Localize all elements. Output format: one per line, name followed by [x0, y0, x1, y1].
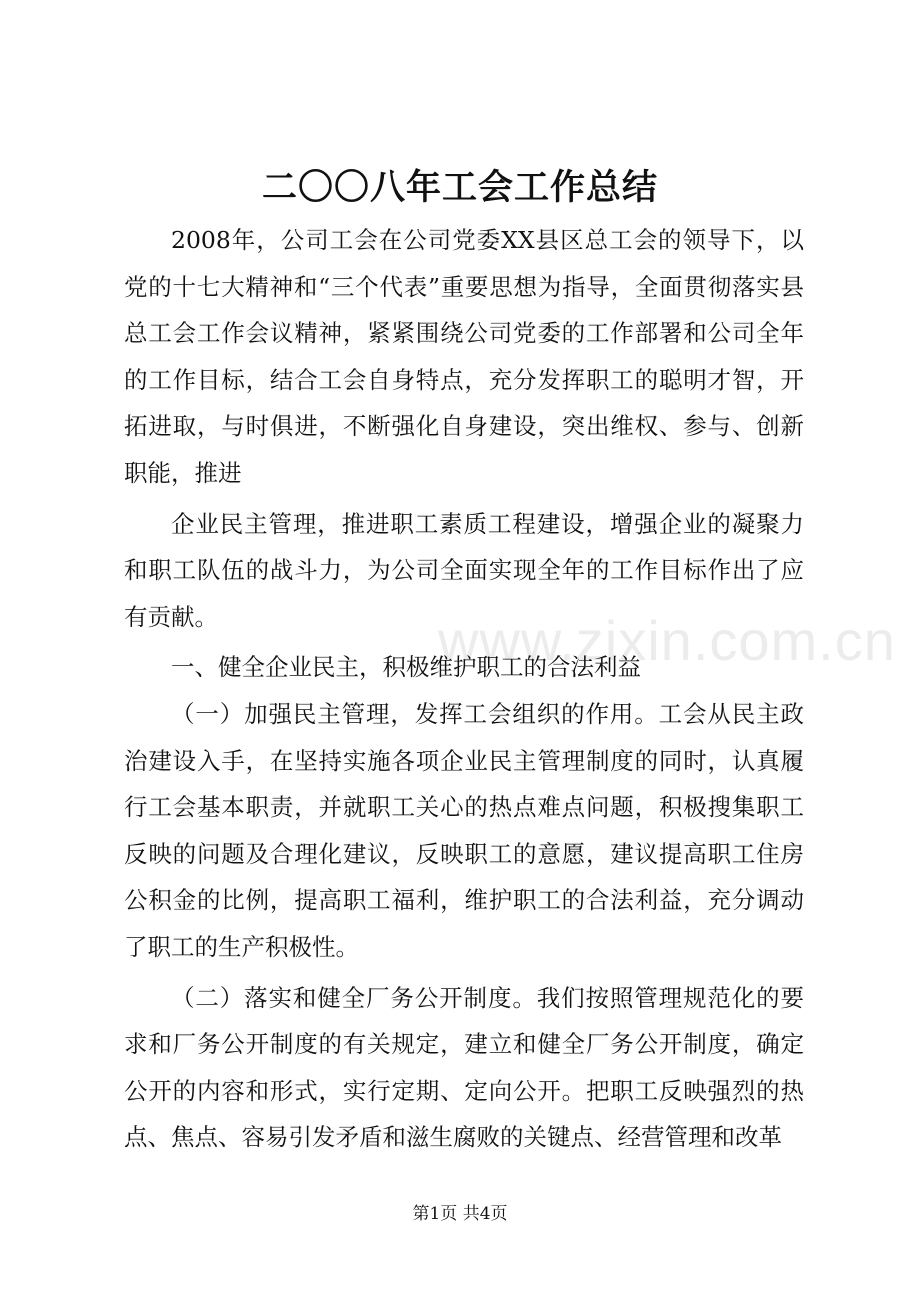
- paragraph-1-2: （二）落实和健全厂务公开制度。我们按照管理规范化的要求和厂务公开制度的有关规定，建立和健全厂务公开制度，确定公开的内容和形式，实行定期、定向公开。把职工反映强烈的热点、焦点、容易引发矛盾和滋生腐败的关键点、经营管理和改革: [124, 983, 804, 1152]
- watermark: www.zixin.com.cn: [438, 609, 896, 672]
- page-footer: 第1页 共4页: [412, 1204, 508, 1224]
- paragraph-1-1: （一）加强民主管理，发挥工会组织的作用。工会从民主政治建设入手，在坚持实施各项企业民主管理制度的同时，认真履行工会基本职责，并就职工关心的热点难点问题，积极搜集职工反映的问题及合理化建议，反映职工的意愿，建议提高职工住房公积金的比例，提高职工福利，维护职工的合法利益，充分调动了职工的生产积极性。: [124, 699, 804, 961]
- section-heading-1: 一、健全企业民主，积极维护职工的合法利益: [171, 653, 641, 682]
- document-title: 二〇〇八年工会工作总结: [261, 167, 658, 208]
- paragraph-intro: 2008年，公司工会在公司党委XX县区总工会的领导下，以党的十七大精神和“三个代表”重要思想为指导，全面贯彻落实县总工会工作会议精神，紧紧围绕公司党委的工作部署和公司全年的工作目标，结合工会自身特点，充分发挥职工的聪明才智，开拓进取，与时俱进，不断强化自身建设，突出维权、参与、创新职能，推进: [124, 226, 804, 487]
- paragraph-intro-continued: 企业民主管理，推进职工素质工程建设，增强企业的凝聚力和职工队伍的战斗力，为公司全面实现全年的工作目标作出了应有贡献。: [124, 509, 804, 631]
- document-body: [124, 217, 804, 1161]
